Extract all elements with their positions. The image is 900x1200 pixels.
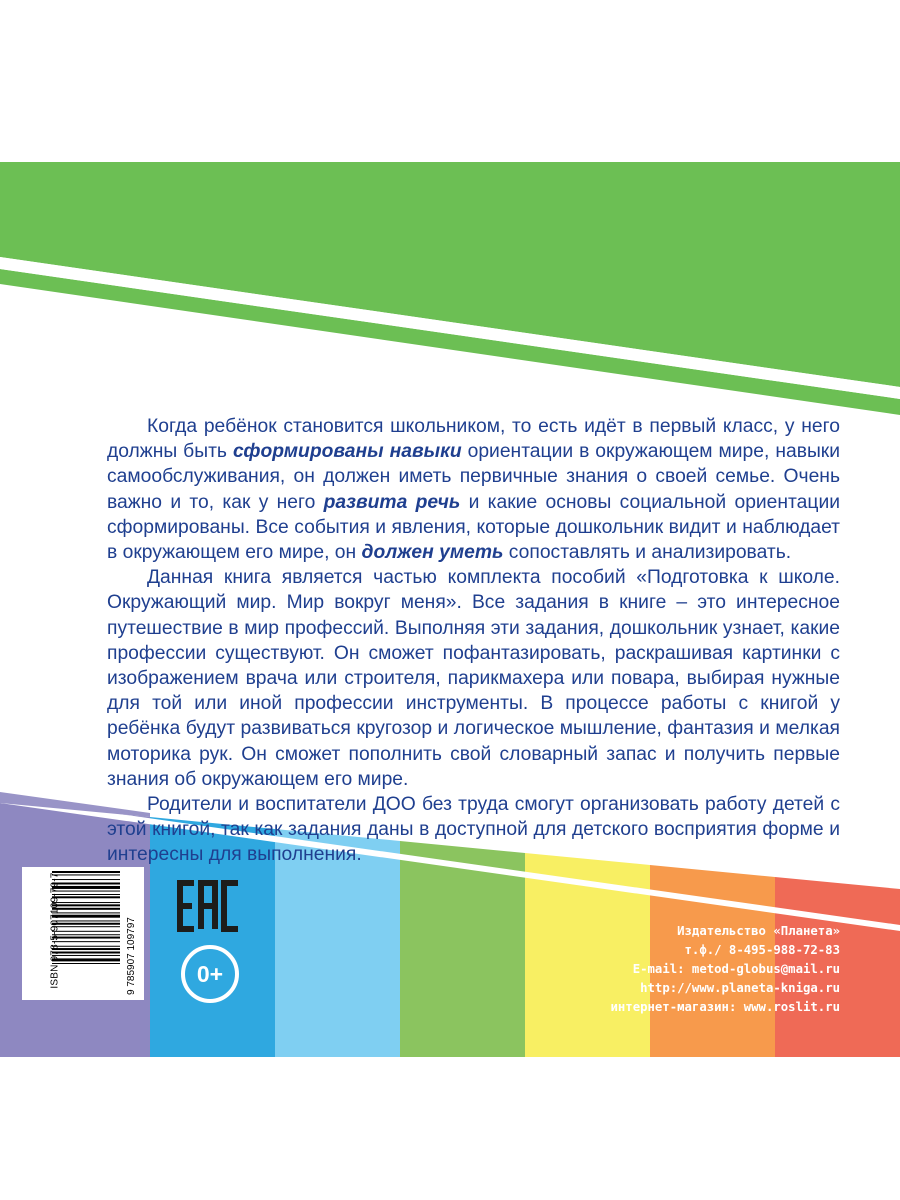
- emphasis-text: должен уметь: [361, 542, 504, 564]
- barcode-bar: [52, 937, 120, 939]
- barcode-bar: [52, 908, 120, 910]
- text-run: Данная книга является частью комплекта пособий «Подготовка к школе. Окружающий мир. Мир вокруг меня». Все задания в книге – это интересное путешествие в мир профессий. Выполняя эти задания, дошкольник узнает, какие профессии существуют. Он сможет пофантазировать, раскрашивая картинки с изображением врача или строителя, парикмахера или повара, выбирая нужные для той или иной профессии инструменты. В процессе работы с книгой у ребёнка будут развиваться кругозор и логическое мышление, фантазия и мелкая моторика рук. Он сможет пополнить свой словарный запас и получить первые знания об окружающем его мире.: [107, 567, 840, 790]
- barcode-bar: [52, 958, 120, 961]
- emphasis-text: развита речь: [323, 491, 461, 513]
- publisher-name: Издательство «Планета»: [677, 924, 840, 938]
- barcode-bar: [52, 904, 120, 906]
- barcode: [22, 867, 144, 1000]
- emphasis-text: сформированы навыки: [232, 441, 462, 463]
- eac-mark-icon: [176, 877, 244, 935]
- barcode-bar: [52, 883, 120, 885]
- paragraph-2: [107, 565, 840, 792]
- barcode-bar: [52, 931, 120, 932]
- barcode-bar: [52, 955, 120, 956]
- barcode-bar: [52, 879, 120, 880]
- publisher-phone: т.ф./ 8-495-988-72-83: [684, 943, 840, 957]
- barcode-digits: 9 785907 109797: [126, 917, 137, 995]
- barcode-bar: [52, 894, 120, 895]
- barcode-bar: [52, 871, 120, 873]
- barcode-bar: [52, 896, 120, 898]
- barcode-bar: [52, 948, 120, 950]
- isbn-label: ISBN 978-5-907109-79-7: [49, 872, 61, 989]
- age-rating-badge: 0+: [181, 945, 239, 1003]
- barcode-bar: [52, 923, 120, 925]
- description-text: [107, 414, 840, 868]
- barcode-bar: [52, 886, 120, 889]
- barcode-bar: [52, 941, 120, 942]
- publisher-email[interactable]: E-mail: metod-globus@mail.ru: [632, 962, 840, 976]
- publisher-site[interactable]: http://www.planeta-kniga.ru: [640, 981, 840, 995]
- barcode-bar: [52, 920, 120, 921]
- barcode-bar: [52, 934, 120, 935]
- paragraph-1: [107, 414, 840, 565]
- text-run: ориентации в окружающем мире, навыки самообслуживания, он должен иметь первичные знания о своей семье. Очень важно и то, как у него: [107, 441, 841, 513]
- barcode-bar: [52, 874, 120, 875]
- barcode-bar: [52, 946, 120, 947]
- text-run: и какие основы социальной ориентации сформированы. Все события и явления, которые дошкольник видит и наблюдает в окружающем его мире, он: [107, 491, 840, 564]
- text-run: Когда ребёнок становится школьником, то есть идёт в первый класс, у него должны быть: [107, 416, 840, 463]
- barcode-bars: [22, 867, 144, 1000]
- publisher-shop[interactable]: интернет-магазин: www.roslit.ru: [610, 1000, 840, 1014]
- green-band: [0, 162, 900, 387]
- barcode-bar: [52, 926, 120, 927]
- barcode-bar: [52, 891, 120, 892]
- barcode-bar: [52, 915, 120, 918]
- paragraph-3: [107, 792, 840, 868]
- book-back-cover: [0, 162, 900, 1057]
- publisher-info: [540, 922, 840, 1017]
- text-run: сопоставлять и анализировать.: [503, 542, 792, 564]
- barcode-bar: [52, 912, 120, 913]
- barcode-bar: [52, 963, 120, 964]
- text-run: Родители и воспитатели ДОО без труда смогут организовать работу детей с этой книгой, так как задания даны в доступной для детского восприятия форме и интересны для выполнения.: [107, 794, 840, 866]
- barcode-bar: [52, 902, 120, 903]
- barcode-bar: [52, 952, 120, 954]
